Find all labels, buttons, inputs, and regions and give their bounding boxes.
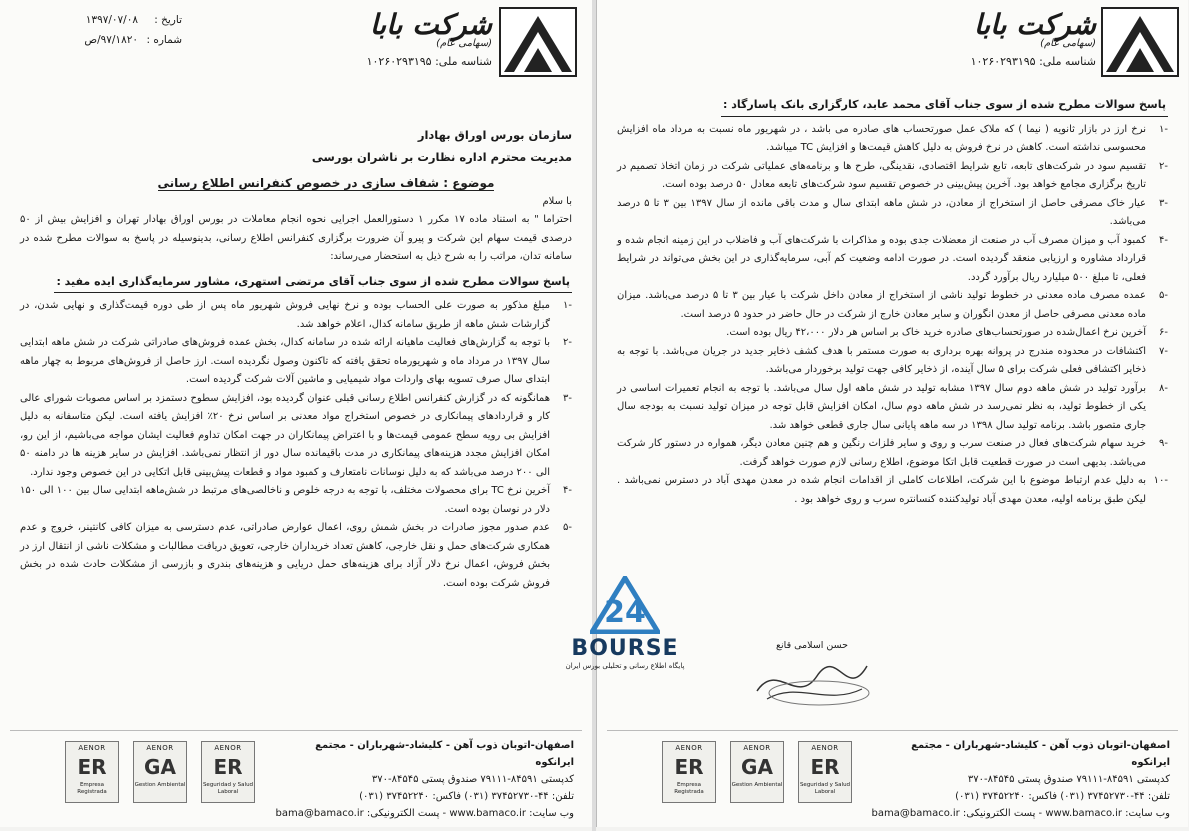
item-text: همانگونه که در گزارش کنفرانس اطلاع رسانی قبلی عنوان گردیده بود، افزایش سطوح دستمزد بر اساس مصوبات شورای عالی کار و قراردادهای پیمانکاری در خصوص استخراج مواد معدنی بر اساس نرخ ۲۰٪ افزایش یافته است. لیکن متاسفانه به دلیل افزایش بی رویه سطح عمومی قیمت‌ها و با اعتراض پیمانکاران در جهت امکان تداوم فعالیت ایشان مواجه می‌باشیم، از این رو، امکان افزایش مجدد هزینه‌های پیمانکاری در مدت باقیمانده سال دور از انتظار نمی‌باشد. افزایش در سایر هزینه ها در دامنه ۵۰ الی ۲۰۰ درصد می‌باشد که به دلیل نوسانات نامتعارف و کمبود مواد و قطعات پیش‌بینی قابل اتکایی در این خصوص وجود ندارد. [20,392,551,478]
number-label: شماره : [146,34,182,46]
cert-badge-icon: AENOR ER Empresa Registrada [662,741,716,803]
certification-badges [662,741,852,803]
cert-badge-icon: AENOR GA Gestion Ambiental [133,741,187,803]
item-number: -۳ [563,392,572,404]
item-number: -۴ [563,485,572,496]
svg-text:24: 24 [604,595,646,630]
letter-page-right [596,0,1188,827]
item-text: با توجه به گزارش‌های فعالیت ماهیانه ارائه شده در سامانه کدال، بخش عمده فروش‌های صادراتی شرکت در شش ماهه ابتدایی سال ۱۳۹۷ در مرداد ماه و شهریورماه تحقق یافته که تاکنون وصول نگردیده است. ارز حاصل از فروش‌های مربوط به چهار ماهه ابتدای سال صرف تسویه بهای واردات مواد شیمیایی و ماشین آلات شرکت گردیده است. [20,337,551,385]
date-value: ۱۳۹۷/۰۷/۰۸ [85,14,138,26]
item-number: -۷ [1159,345,1168,357]
cert-badge-icon: AENOR ER Seguridad y Salud Laboral [798,741,852,803]
item-number: -۶ [1159,327,1168,338]
answer-item [617,232,1168,288]
bourse-wordmark: BOURSE [571,636,679,661]
bourse-logo-icon [590,576,660,634]
item-text: برآورد تولید در شش ماهه دوم سال ۱۳۹۷ مشابه تولید در شش ماهه اول سال می‌باشد. با توجه به انجام تعمیرات اساسی در یکی از خطوط تولید، به نظر نمی‌رسد در شش ماهه دوم سال، امکان افزایش قابل توجه در میزان تولید نسبت به بودجه سال جاری متصور باشد. برنامه تولید سال ۱۳۹۸ در سه ماهه پایانی سال جاری قطعی خواهد شد. [617,382,1146,431]
item-text: آخرین نرخ TC برای محصولات مختلف، با توجه به درجه خلوص و ناخالصی‌های مرتبط در شش‌ماهه ابتدایی سال بین ۱۰۰ الی ۱۵۰ دلار در نوسان بوده است. [20,485,550,515]
item-text: کمبود آب و میزان مصرف آب در صنعت از معضلات جدی بوده و مذاکرات با شرکت‌های آب و فاضلاب در این زمینه انجام شده و قرارداد مشاوره و ارزیابی منعقد گردیده است. در صورت ادامه وضعیت کم آبی، سرمایه‌گذاری در این بخش می‌تواند در شرایط فعلی، تا مبلغ ۵۰۰ میلیارد ریال برآورد گردد. [617,234,1146,283]
greeting: با سلام [542,195,572,207]
item-number: -۲ [563,337,572,348]
footer-contact [274,737,574,822]
footer-postal: کدپستی ۸۴۵۹۱-۷۹۱۱۱ صندوق پستی ۸۴۵۴۵-۳۷۰ [371,774,574,785]
company-header [971,8,1096,68]
number-value: ۹۷/۱۸۲۰/ص [84,34,138,46]
answer-item [20,519,572,593]
bourse-tagline: پایگاه اطلاع رسانی و تحلیلی بورس ایران [565,662,685,670]
cert-badge-icon: AENOR ER Seguridad y Salud Laboral [201,741,255,803]
footer-contact [870,737,1170,822]
footer [10,730,582,817]
section-title: پاسخ سوالات مطرح شده از سوی جناب آقای محمد عابد، کارگزاری بانک پاسارگاد : [721,96,1168,117]
item-number: -۴ [1159,234,1168,246]
item-text: نرخ ارز در بازار ثانویه ( نیما ) که ملاک عمل صورتحساب های صادره می باشد ، در شهریور ماه نسبت به مرداد ماه افزایش محسوسی نداشته است. کاهش در نرخ فروش به دلیل کاهش قیمت‌ها و افزایش TC میباشد. [617,123,1146,153]
answer-item [20,390,572,483]
item-number: -۵ [563,522,572,533]
cert-badge-icon: AENOR GA Gestion Ambiental [730,741,784,803]
answer-item [617,324,1168,343]
company-header [367,8,492,68]
answer-list [617,121,1168,510]
company-logo-icon [498,6,578,78]
item-text: آخرین نرخ اعمال‌شده در صورتحساب‌های صادره خرید خاک بر اساس هر دلار ۴۲،۰۰۰ ریال بوده است. [726,327,1146,338]
section-title: پاسخ سوالات مطرح شده از سوی جناب آقای مرتضی استهری، مشاور سرمایه‌گذاری ایده مفید : [54,273,572,294]
footer-web: وب سایت: www.bamaco.ir - پست الکترونیکی: bama@bamaco.ir [871,808,1170,819]
footer-phone: تلفن: ۴۴-۳۷۴۵۲۷۳۰ (۰۳۱) فاکس: ۳۷۴۵۲۲۴۰ (۰۳۱) [359,791,574,802]
company-type: (سهامی عام) [1040,38,1096,49]
answer-item [617,380,1168,436]
item-text: به دلیل عدم ارتباط موضوع با این شرکت، اطلاعات کاملی از اقدامات انجام شده در معدن مهدی آباد در دسترس نمی‌باشد . لیکن طبق برنامه اولیه، معدن مهدی آباد تولیدکننده کنسانتره سرب و روی خواهد بود . [617,475,1146,505]
item-text: خرید سهام شرکت‌های فعال در صنعت سرب و روی و سایر فلزات رنگین و هم چنین معادن دیگر، همواره در دستور کار شرکت می‌باشد. بدیهی است در صورت قطعیت قابل اتکا موضوع، اطلاع رسانی لازم صورت خواهد گرفت. [617,438,1146,468]
footer-postal: کدپستی ۸۴۵۹۱-۷۹۱۱۱ صندوق پستی ۸۴۵۴۵-۳۷۰ [967,774,1170,785]
footer-address: اصفهان-اتوبان ذوب آهن - کلیشاد-شهرباران - مجتمع ایرانکوه [315,740,574,768]
signature-block [747,640,877,714]
answer-item [617,287,1168,324]
answer-item [617,158,1168,195]
item-number: -۱ [1159,123,1168,135]
answer-item [617,195,1168,232]
intro-paragraph: احتراما " به استناد ماده ۱۷ مکرر ۱ دستورالعمل اجرایی نحوه انجام معاملات در بورس اوراق بهادار تهران و افزایش بیش از ۵۰ درصدی قیمت سهام این شرکت و پیرو آن ضرورت برگزاری کنفرانس اطلاع رسانی، بدینوسیله در پاسخ به سوالات مطرح شده در سامانه تدان، مراتب را به شرح ذیل به استحضار می‌رساند: [20,214,572,262]
national-id: شناسه ملی: ۱۰۲۶۰۲۹۳۱۹۵ [970,55,1096,68]
page-divider [592,0,596,831]
answer-list [20,297,572,593]
national-id: شناسه ملی: ۱۰۲۶۰۲۹۳۱۹۵ [366,55,492,68]
answer-item [617,435,1168,472]
item-text: تقسیم سود در شرکت‌های تابعه، تابع شرایط اقتصادی، نقدینگی، طرح ها و برنامه‌های عملیاتی شرکت در زمان اتخاذ تصمیم در تاریخ برگزاری مجامع خواهد بود. آخرین پیش‌بینی در خصوص تقسیم سود شرکت‌های تابعه معادل ۵۰ درصد بوده است. [617,160,1146,190]
addressee-line-1: سازمان بورس اوراق بهادار [417,128,572,142]
document-body [20,124,572,593]
addressee-line-2: مدیریت محترم اداره نظارت بر ناشران بورسی [311,150,572,164]
item-number: -۸ [1159,382,1168,394]
answer-item [20,297,572,334]
company-name: شرکت بابا [369,8,492,41]
signature-icon [747,651,877,711]
signatory-name: حسن اسلامی قانع [775,640,849,651]
item-text: عیار خاک مصرفی حاصل از استخراج از معادن، در شش ماهه ابتدای سال و مدت باقی مانده از سال ۱۳۹۷ بین ۳ تا ۵ درصد می‌باشد. [617,197,1147,227]
footer-phone: تلفن: ۴۴-۳۷۴۵۲۷۳۰ (۰۳۱) فاکس: ۳۷۴۵۲۲۴۰ (۰۳۱) [955,791,1170,802]
item-text: اکتشافات در محدوده مندرج در پروانه بهره برداری به صورت مستمر با هدف کشف ذخایر جدید در جریان می‌باشد. با توجه به ذخایر اکتشافی فعلی شرکت برای ۵ سال آینده، از ذخایر کافی جهت تولید برخوردار می‌باشد. [617,345,1146,375]
item-number: -۳ [1159,197,1168,209]
item-text: عمده مصرف ماده معدنی در خطوط تولید ناشی از استخراج از معادن داخل شرکت با عیار بین ۳ تا ۵ درصد می‌باشد. میزان ماده معدنی مصرفی حاصل از معدن انگوران و سایر معادن خارج از شرکت در حال حاضر در حدود ۵ درصد است. [617,290,1147,320]
company-name: شرکت بابا [973,8,1096,41]
item-number: -۵ [1159,290,1168,301]
letter-page-left [0,0,592,827]
footer [607,730,1178,817]
answer-item [20,482,572,519]
item-number: -۱۰ [1153,475,1168,486]
company-logo-icon [1100,6,1180,78]
item-text: عدم صدور مجوز صادرات در بخش شمش روی، اعمال عوارض صادراتی، عدم دسترسی به میزان کافی کانتینر، خروج و عدم همکاری شرکت‌های حمل و نقل خارجی، کاهش تعداد خریداران خارجی، تعویق دریافت مطالبات و مشکلات ناشی از انتقال ارز در بخش فروش، اعمال نرخ دلار آزاد برای هزینه‌های حمل دریایی و هزینه‌های بندری و بازرسی از مشکلات حادث شده در بخش فروش شرکت بوده است. [20,522,550,589]
item-number: -۹ [1159,438,1168,449]
footer-web: وب سایت: www.bamaco.ir - پست الکترونیکی: bama@bamaco.ir [275,808,574,819]
subject-line: موضوع : شفاف سازی در خصوص کنفرانس اطلاع رسانی [157,176,495,190]
certification-badges [65,741,255,803]
bourse-watermark [560,576,690,670]
item-text: مبلغ مذکور به صورت علی الحساب بوده و نرخ نهایی فروش شهریور ماه پس از طی دوره قیمت‌گذاری و نهایی شدن، در گزارشات شش ماهه از طریق سامانه کدال، اعلام خواهد شد. [20,300,550,330]
answer-item [617,343,1168,380]
document-body [617,96,1168,509]
answer-item [617,121,1168,158]
item-number: -۱ [563,300,572,311]
cert-badge-icon: AENOR ER Empresa Registrada [65,741,119,803]
letter-reference [72,10,182,50]
answer-item [20,334,572,390]
date-label: تاریخ : [154,14,182,26]
item-number: -۲ [1159,160,1168,172]
answer-item [617,472,1168,509]
footer-address: اصفهان-اتوبان ذوب آهن - کلیشاد-شهرباران - مجتمع ایرانکوه [911,740,1170,768]
company-type: (سهامی عام) [436,38,492,49]
